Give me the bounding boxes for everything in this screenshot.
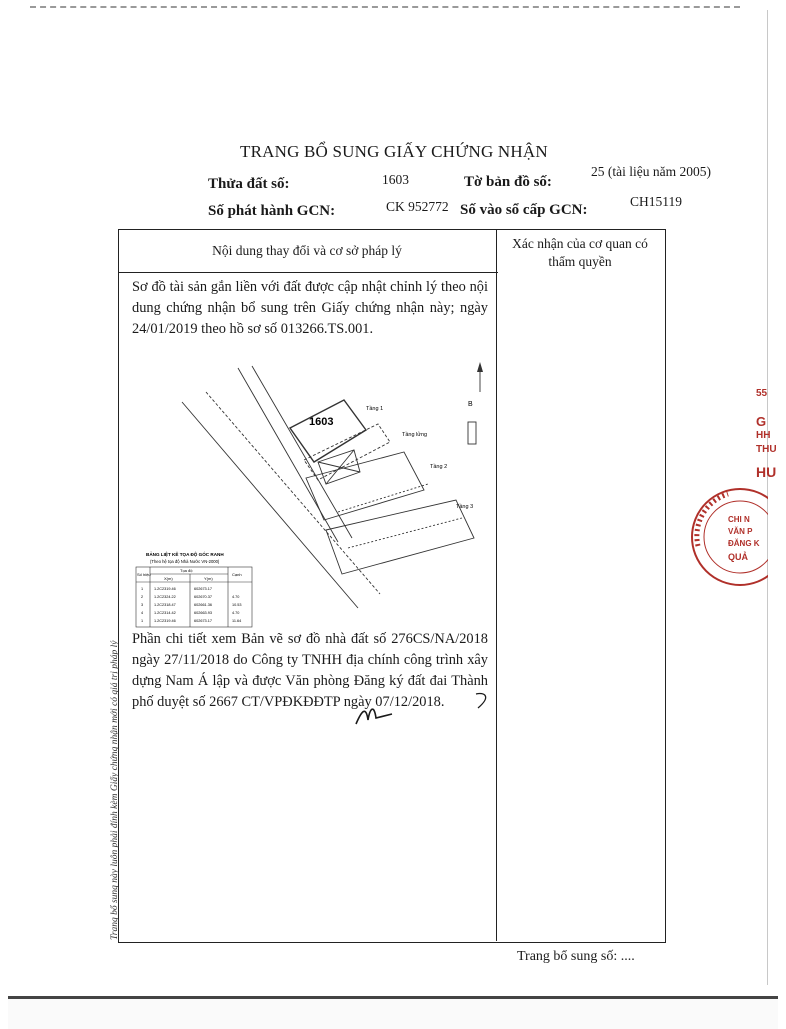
floor-label-mezzanine: Tầng lửng [402, 432, 428, 438]
coord-table-subheader-y: Y(m) [204, 576, 213, 581]
house-diagram [128, 362, 492, 628]
supplement-page-number: Trang bổ sung số: .... [517, 949, 635, 964]
coord-table-title: BẢNG LIỆT KÊ TỌA ĐỘ GÓC RANH [146, 552, 224, 557]
north-label: B [468, 401, 473, 408]
issue-no-value: CK 952772 [386, 199, 449, 214]
coord-row-y: 602670.37 [194, 595, 212, 599]
dim-line [338, 484, 428, 512]
floor-outline-3 [326, 500, 474, 574]
boundary-line [238, 368, 338, 542]
svg-text:VĂN P: VĂN P [728, 527, 753, 536]
floor-label-3: Tầng 3 [456, 504, 474, 510]
parcel-label: Thửa đất số: [208, 176, 290, 192]
north-arrow-icon [477, 362, 483, 372]
page-title: TRANG BỔ SUNG GIẤY CHỨNG NHẬN [240, 142, 548, 161]
svg-text:ĐĂNG K: ĐĂNG K [728, 539, 760, 548]
floor-label-1: Tầng 1 [366, 406, 384, 412]
column-header-changes: Nội dung thay đổi và cơ sở pháp lý [212, 243, 402, 258]
coord-row-id: 2 [141, 595, 144, 599]
dim-line-2 [348, 518, 462, 548]
coord-row-id: 3 [141, 603, 144, 607]
page-top-edge [30, 6, 740, 11]
book-no-value: CH15119 [630, 194, 683, 209]
svg-text:CHI N: CHI N [728, 515, 750, 524]
stamp-fragment: THU [756, 444, 777, 455]
map-sheet-label: Tờ bản đồ số: [464, 174, 552, 190]
coord-row-edge: 4.70 [232, 611, 240, 615]
coord-row-x: 1.2C2319.46 [154, 619, 176, 623]
handwritten-signature [352, 700, 412, 728]
table-header-divider [118, 272, 498, 273]
coord-row-x: 1.2C2319.46 [154, 587, 176, 591]
svg-text:QUẢ: QUẢ [728, 552, 748, 562]
coord-row-edge: 10.53 [232, 603, 242, 607]
coord-table-subtitle: (Theo hệ tọa độ Nhà Nước VN-2000) [150, 559, 220, 564]
office-seal-stamp [688, 482, 768, 592]
coord-table-header-id: Số hiệu [137, 572, 151, 577]
details-paragraph: Phần chi tiết xem Bản vẽ sơ đồ nhà đất số 276CS/NA/2018 ngày 27/11/2018 do Công ty TNHH địa chính công trình xây dựng Nam Á lập và được Văn phòng Đăng ký đất đai Thành phố duyệt số 2667 CT/VPĐKĐĐTP ngày 07/12/2018. [132, 631, 488, 710]
coord-row-y: 602673.17 [194, 619, 212, 623]
coord-table-subheader-x: X(m) [164, 576, 173, 581]
legal-side-note: Trang bổ sung này luôn phải đính kèm Giấy chứng nhận mới có giá trị pháp lý [110, 640, 120, 940]
stair-cross-1 [318, 462, 360, 472]
coord-row-y: 602673.17 [194, 587, 212, 591]
correction-mark [474, 690, 496, 712]
coord-row-x: 1.2C2314.42 [154, 611, 176, 615]
coord-row-edge: 4.70 [232, 595, 240, 599]
next-page-edge [8, 996, 778, 1029]
table-column-divider [496, 229, 497, 941]
stamp-fragment: G [756, 414, 767, 429]
road-edge-line [206, 392, 380, 594]
book-no-label: Số vào sổ cấp GCN: [460, 202, 588, 218]
coord-row-x: 1.2C2324.22 [154, 595, 176, 599]
coord-table-header-edge: Cạnh [232, 572, 242, 577]
column-header-confirmation-line2: thẩm quyền [548, 254, 612, 269]
stamp-fragment: HU [756, 464, 777, 480]
change-content-paragraph: Sơ đồ tài sản gắn liền với đất được cập nhật chỉnh lý theo nội dung chứng nhận bổ sung trên Giấy chứng nhận này; ngày 24/01/2019 theo hồ sơ số 013266.TS.001. [132, 279, 488, 337]
parcel-value: 1603 [382, 172, 409, 187]
boundary-line-2 [252, 366, 352, 538]
scale-bar [468, 422, 476, 444]
floor-label-2: Tầng 2 [430, 464, 448, 470]
coord-row-y: 602663.93 [194, 611, 212, 615]
coord-row-id: 1 [141, 619, 144, 623]
coord-table-header-coords: Tọa độ [180, 568, 193, 573]
coord-row-edge: 11.64 [232, 619, 242, 623]
issue-no-label: Số phát hành GCN: [208, 203, 336, 219]
coord-row-id: 4 [141, 611, 144, 615]
map-sheet-value: 25 (tài liệu năm 2005) [591, 164, 711, 179]
stamp-fragment: 55 [756, 388, 768, 399]
coord-row-x: 1.2C2318.47 [154, 603, 176, 607]
stamp-fragment: HH [756, 430, 771, 441]
floor-outline-2 [306, 452, 424, 520]
column-header-confirmation-line1: Xác nhận của cơ quan có [512, 236, 648, 251]
parcel-number-label: 1603 [309, 416, 334, 428]
coord-row-id: 1 [141, 587, 144, 591]
coord-row-y: 602661.36 [194, 603, 212, 607]
